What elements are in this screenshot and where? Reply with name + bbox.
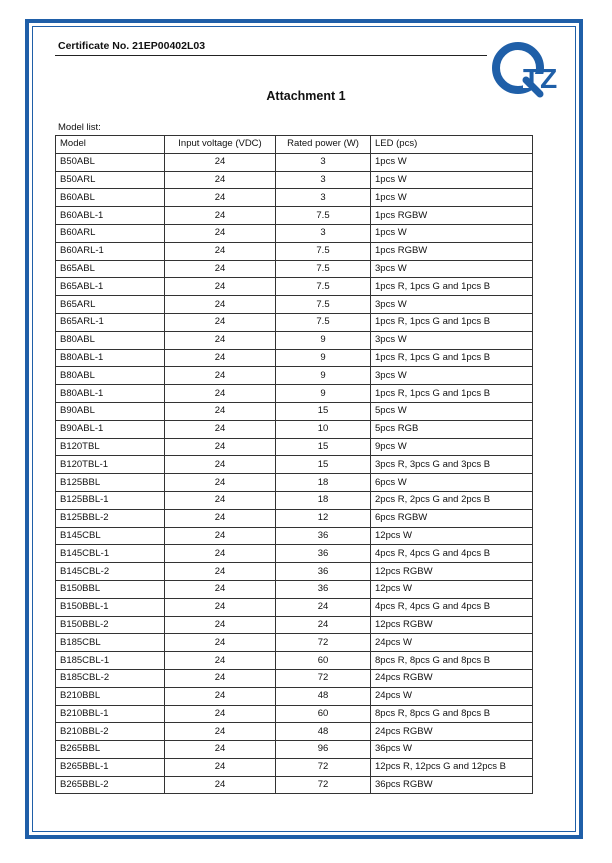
cell-voltage: 24 (165, 527, 276, 545)
table-row (56, 687, 533, 705)
cell-model: B185CBL (56, 634, 165, 652)
cell-led: 1pcs W (371, 153, 533, 171)
cell-power: 9 (276, 385, 371, 403)
cell-voltage: 24 (165, 224, 276, 242)
cell-power: 60 (276, 652, 371, 670)
cell-led: 4pcs R, 4pcs G and 4pcs B (371, 545, 533, 563)
table-row (56, 420, 533, 438)
cell-voltage: 24 (165, 509, 276, 527)
cell-voltage: 24 (165, 741, 276, 759)
cell-model: B150BBL-2 (56, 616, 165, 634)
table-row (56, 474, 533, 492)
table-row (56, 224, 533, 242)
cell-model: B150BBL (56, 580, 165, 598)
cell-model: B145CBL-1 (56, 545, 165, 563)
cell-led: 5pcs RGB (371, 420, 533, 438)
table-row (56, 207, 533, 225)
table-row (56, 153, 533, 171)
cell-voltage: 24 (165, 207, 276, 225)
table-row (56, 634, 533, 652)
cell-power: 7.5 (276, 313, 371, 331)
table-row (56, 171, 533, 189)
cell-led: 36pcs W (371, 741, 533, 759)
cell-voltage: 24 (165, 705, 276, 723)
page-title: Attachment 1 (266, 89, 346, 103)
cell-voltage: 24 (165, 652, 276, 670)
table-row (56, 758, 533, 776)
cell-voltage: 24 (165, 491, 276, 509)
cell-voltage: 24 (165, 723, 276, 741)
table-row (56, 527, 533, 545)
cell-led: 12pcs R, 12pcs G and 12pcs B (371, 758, 533, 776)
cell-model: B50ABL (56, 153, 165, 171)
cell-voltage: 24 (165, 296, 276, 314)
header-model: Model (56, 136, 165, 154)
cell-led: 3pcs W (371, 260, 533, 278)
table-row (56, 652, 533, 670)
cell-power: 48 (276, 723, 371, 741)
cell-model: B65ABL-1 (56, 278, 165, 296)
table-row (56, 580, 533, 598)
cell-voltage: 24 (165, 758, 276, 776)
cell-model: B65ABL (56, 260, 165, 278)
cell-voltage: 24 (165, 349, 276, 367)
cell-led: 6pcs W (371, 474, 533, 492)
cell-led: 12pcs RGBW (371, 563, 533, 581)
cell-model: B65ARL-1 (56, 313, 165, 331)
cell-power: 10 (276, 420, 371, 438)
cell-power: 48 (276, 687, 371, 705)
cell-voltage: 24 (165, 402, 276, 420)
cell-model: B90ABL (56, 402, 165, 420)
cell-power: 3 (276, 224, 371, 242)
cell-voltage: 24 (165, 456, 276, 474)
cell-power: 15 (276, 402, 371, 420)
cell-led: 1pcs R, 1pcs G and 1pcs B (371, 278, 533, 296)
cell-power: 24 (276, 616, 371, 634)
cell-voltage: 24 (165, 278, 276, 296)
cell-voltage: 24 (165, 616, 276, 634)
header-led: LED (pcs) (371, 136, 533, 154)
cell-model: B80ABL-1 (56, 349, 165, 367)
table-row (56, 278, 533, 296)
cell-model: B120TBL (56, 438, 165, 456)
cell-model: B125BBL (56, 474, 165, 492)
cell-power: 24 (276, 598, 371, 616)
cell-model: B60ARL (56, 224, 165, 242)
cell-power: 12 (276, 509, 371, 527)
cell-led: 8pcs R, 8pcs G and 8pcs B (371, 705, 533, 723)
cell-power: 9 (276, 367, 371, 385)
cell-voltage: 24 (165, 669, 276, 687)
cell-led: 1pcs R, 1pcs G and 1pcs B (371, 313, 533, 331)
cell-model: B125BBL-1 (56, 491, 165, 509)
cell-power: 72 (276, 776, 371, 794)
cell-voltage: 24 (165, 687, 276, 705)
cell-led: 1pcs W (371, 189, 533, 207)
cell-power: 9 (276, 331, 371, 349)
table-row (56, 438, 533, 456)
table-row (56, 242, 533, 260)
logo-text: TZ (523, 63, 558, 94)
cell-led: 3pcs R, 3pcs G and 3pcs B (371, 456, 533, 474)
cell-model: B125BBL-2 (56, 509, 165, 527)
cell-model: B65ARL (56, 296, 165, 314)
cell-led: 1pcs W (371, 224, 533, 242)
cell-power: 36 (276, 580, 371, 598)
cell-model: B80ABL (56, 331, 165, 349)
cell-voltage: 24 (165, 474, 276, 492)
cell-voltage: 24 (165, 171, 276, 189)
table-row (56, 260, 533, 278)
cell-led: 1pcs RGBW (371, 242, 533, 260)
cell-voltage: 24 (165, 580, 276, 598)
cell-voltage: 24 (165, 242, 276, 260)
cell-led: 1pcs RGBW (371, 207, 533, 225)
cell-led: 24pcs W (371, 687, 533, 705)
cell-voltage: 24 (165, 385, 276, 403)
cell-model: B185CBL-2 (56, 669, 165, 687)
cell-power: 36 (276, 527, 371, 545)
cell-led: 8pcs R, 8pcs G and 8pcs B (371, 652, 533, 670)
table-row (56, 189, 533, 207)
table-row (56, 456, 533, 474)
cell-power: 7.5 (276, 278, 371, 296)
cell-led: 1pcs R, 1pcs G and 1pcs B (371, 349, 533, 367)
cell-model: B210BBL-1 (56, 705, 165, 723)
cell-voltage: 24 (165, 420, 276, 438)
table-header-row (56, 136, 533, 154)
cell-voltage: 24 (165, 634, 276, 652)
cell-model: B60ABL (56, 189, 165, 207)
cell-power: 15 (276, 438, 371, 456)
cell-led: 3pcs W (371, 296, 533, 314)
cell-power: 7.5 (276, 242, 371, 260)
cell-power: 72 (276, 758, 371, 776)
cell-power: 60 (276, 705, 371, 723)
cell-led: 2pcs R, 2pcs G and 2pcs B (371, 491, 533, 509)
cell-led: 4pcs R, 4pcs G and 4pcs B (371, 598, 533, 616)
table-row (56, 349, 533, 367)
cell-voltage: 24 (165, 367, 276, 385)
table-row (56, 741, 533, 759)
cell-voltage: 24 (165, 260, 276, 278)
table-row (56, 598, 533, 616)
table-row (56, 616, 533, 634)
cell-power: 72 (276, 634, 371, 652)
table-row (56, 491, 533, 509)
cell-led: 24pcs RGBW (371, 723, 533, 741)
cell-power: 3 (276, 189, 371, 207)
cell-power: 7.5 (276, 207, 371, 225)
table-row (56, 296, 533, 314)
cell-model: B80ABL (56, 367, 165, 385)
cell-model: B60ARL-1 (56, 242, 165, 260)
cell-led: 12pcs RGBW (371, 616, 533, 634)
cell-model: B265BBL-1 (56, 758, 165, 776)
table-row (56, 402, 533, 420)
table-row (56, 367, 533, 385)
cell-led: 36pcs RGBW (371, 776, 533, 794)
header-input-voltage: Input voltage (VDC) (165, 136, 276, 154)
cell-led: 9pcs W (371, 438, 533, 456)
cell-model: B50ARL (56, 171, 165, 189)
cell-power: 18 (276, 474, 371, 492)
cell-model: B210BBL (56, 687, 165, 705)
cell-model: B150BBL-1 (56, 598, 165, 616)
cell-power: 72 (276, 669, 371, 687)
cell-voltage: 24 (165, 438, 276, 456)
table-row (56, 545, 533, 563)
cell-model: B120TBL-1 (56, 456, 165, 474)
cell-voltage: 24 (165, 331, 276, 349)
cell-power: 15 (276, 456, 371, 474)
cell-led: 6pcs RGBW (371, 509, 533, 527)
table-row (56, 776, 533, 794)
cell-power: 96 (276, 741, 371, 759)
cell-led: 1pcs W (371, 171, 533, 189)
cell-voltage: 24 (165, 189, 276, 207)
cell-power: 36 (276, 563, 371, 581)
cell-power: 3 (276, 153, 371, 171)
cell-model: B145CBL (56, 527, 165, 545)
table-row (56, 723, 533, 741)
cell-model: B145CBL-2 (56, 563, 165, 581)
cell-voltage: 24 (165, 153, 276, 171)
header-rule (55, 55, 487, 56)
table-row (56, 509, 533, 527)
cell-model: B80ABL-1 (56, 385, 165, 403)
cell-model: B265BBL (56, 741, 165, 759)
cell-led: 5pcs W (371, 402, 533, 420)
table-row (56, 669, 533, 687)
cell-model: B210BBL-2 (56, 723, 165, 741)
cell-power: 7.5 (276, 260, 371, 278)
table-row (56, 705, 533, 723)
cell-led: 3pcs W (371, 331, 533, 349)
table-row (56, 331, 533, 349)
cell-power: 9 (276, 349, 371, 367)
cell-model: B60ABL-1 (56, 207, 165, 225)
cell-voltage: 24 (165, 598, 276, 616)
certificate-number: Certificate No. 21EP00402L03 (58, 40, 206, 52)
cell-led: 24pcs W (371, 634, 533, 652)
cell-voltage: 24 (165, 563, 276, 581)
cell-led: 1pcs R, 1pcs G and 1pcs B (371, 385, 533, 403)
cell-model: B185CBL-1 (56, 652, 165, 670)
model-table (55, 135, 533, 794)
cell-led: 12pcs W (371, 580, 533, 598)
table-row (56, 563, 533, 581)
cell-led: 24pcs RGBW (371, 669, 533, 687)
cell-power: 3 (276, 171, 371, 189)
cell-voltage: 24 (165, 545, 276, 563)
cell-model: B90ABL-1 (56, 420, 165, 438)
cell-model: B265BBL-2 (56, 776, 165, 794)
cell-led: 3pcs W (371, 367, 533, 385)
cell-power: 7.5 (276, 296, 371, 314)
cell-power: 18 (276, 491, 371, 509)
cell-power: 36 (276, 545, 371, 563)
model-list-label: Model list: (58, 122, 101, 133)
cell-voltage: 24 (165, 776, 276, 794)
cell-led: 12pcs W (371, 527, 533, 545)
table-row (56, 313, 533, 331)
header-rated-power: Rated power (W) (276, 136, 371, 154)
table-row (56, 385, 533, 403)
cell-voltage: 24 (165, 313, 276, 331)
